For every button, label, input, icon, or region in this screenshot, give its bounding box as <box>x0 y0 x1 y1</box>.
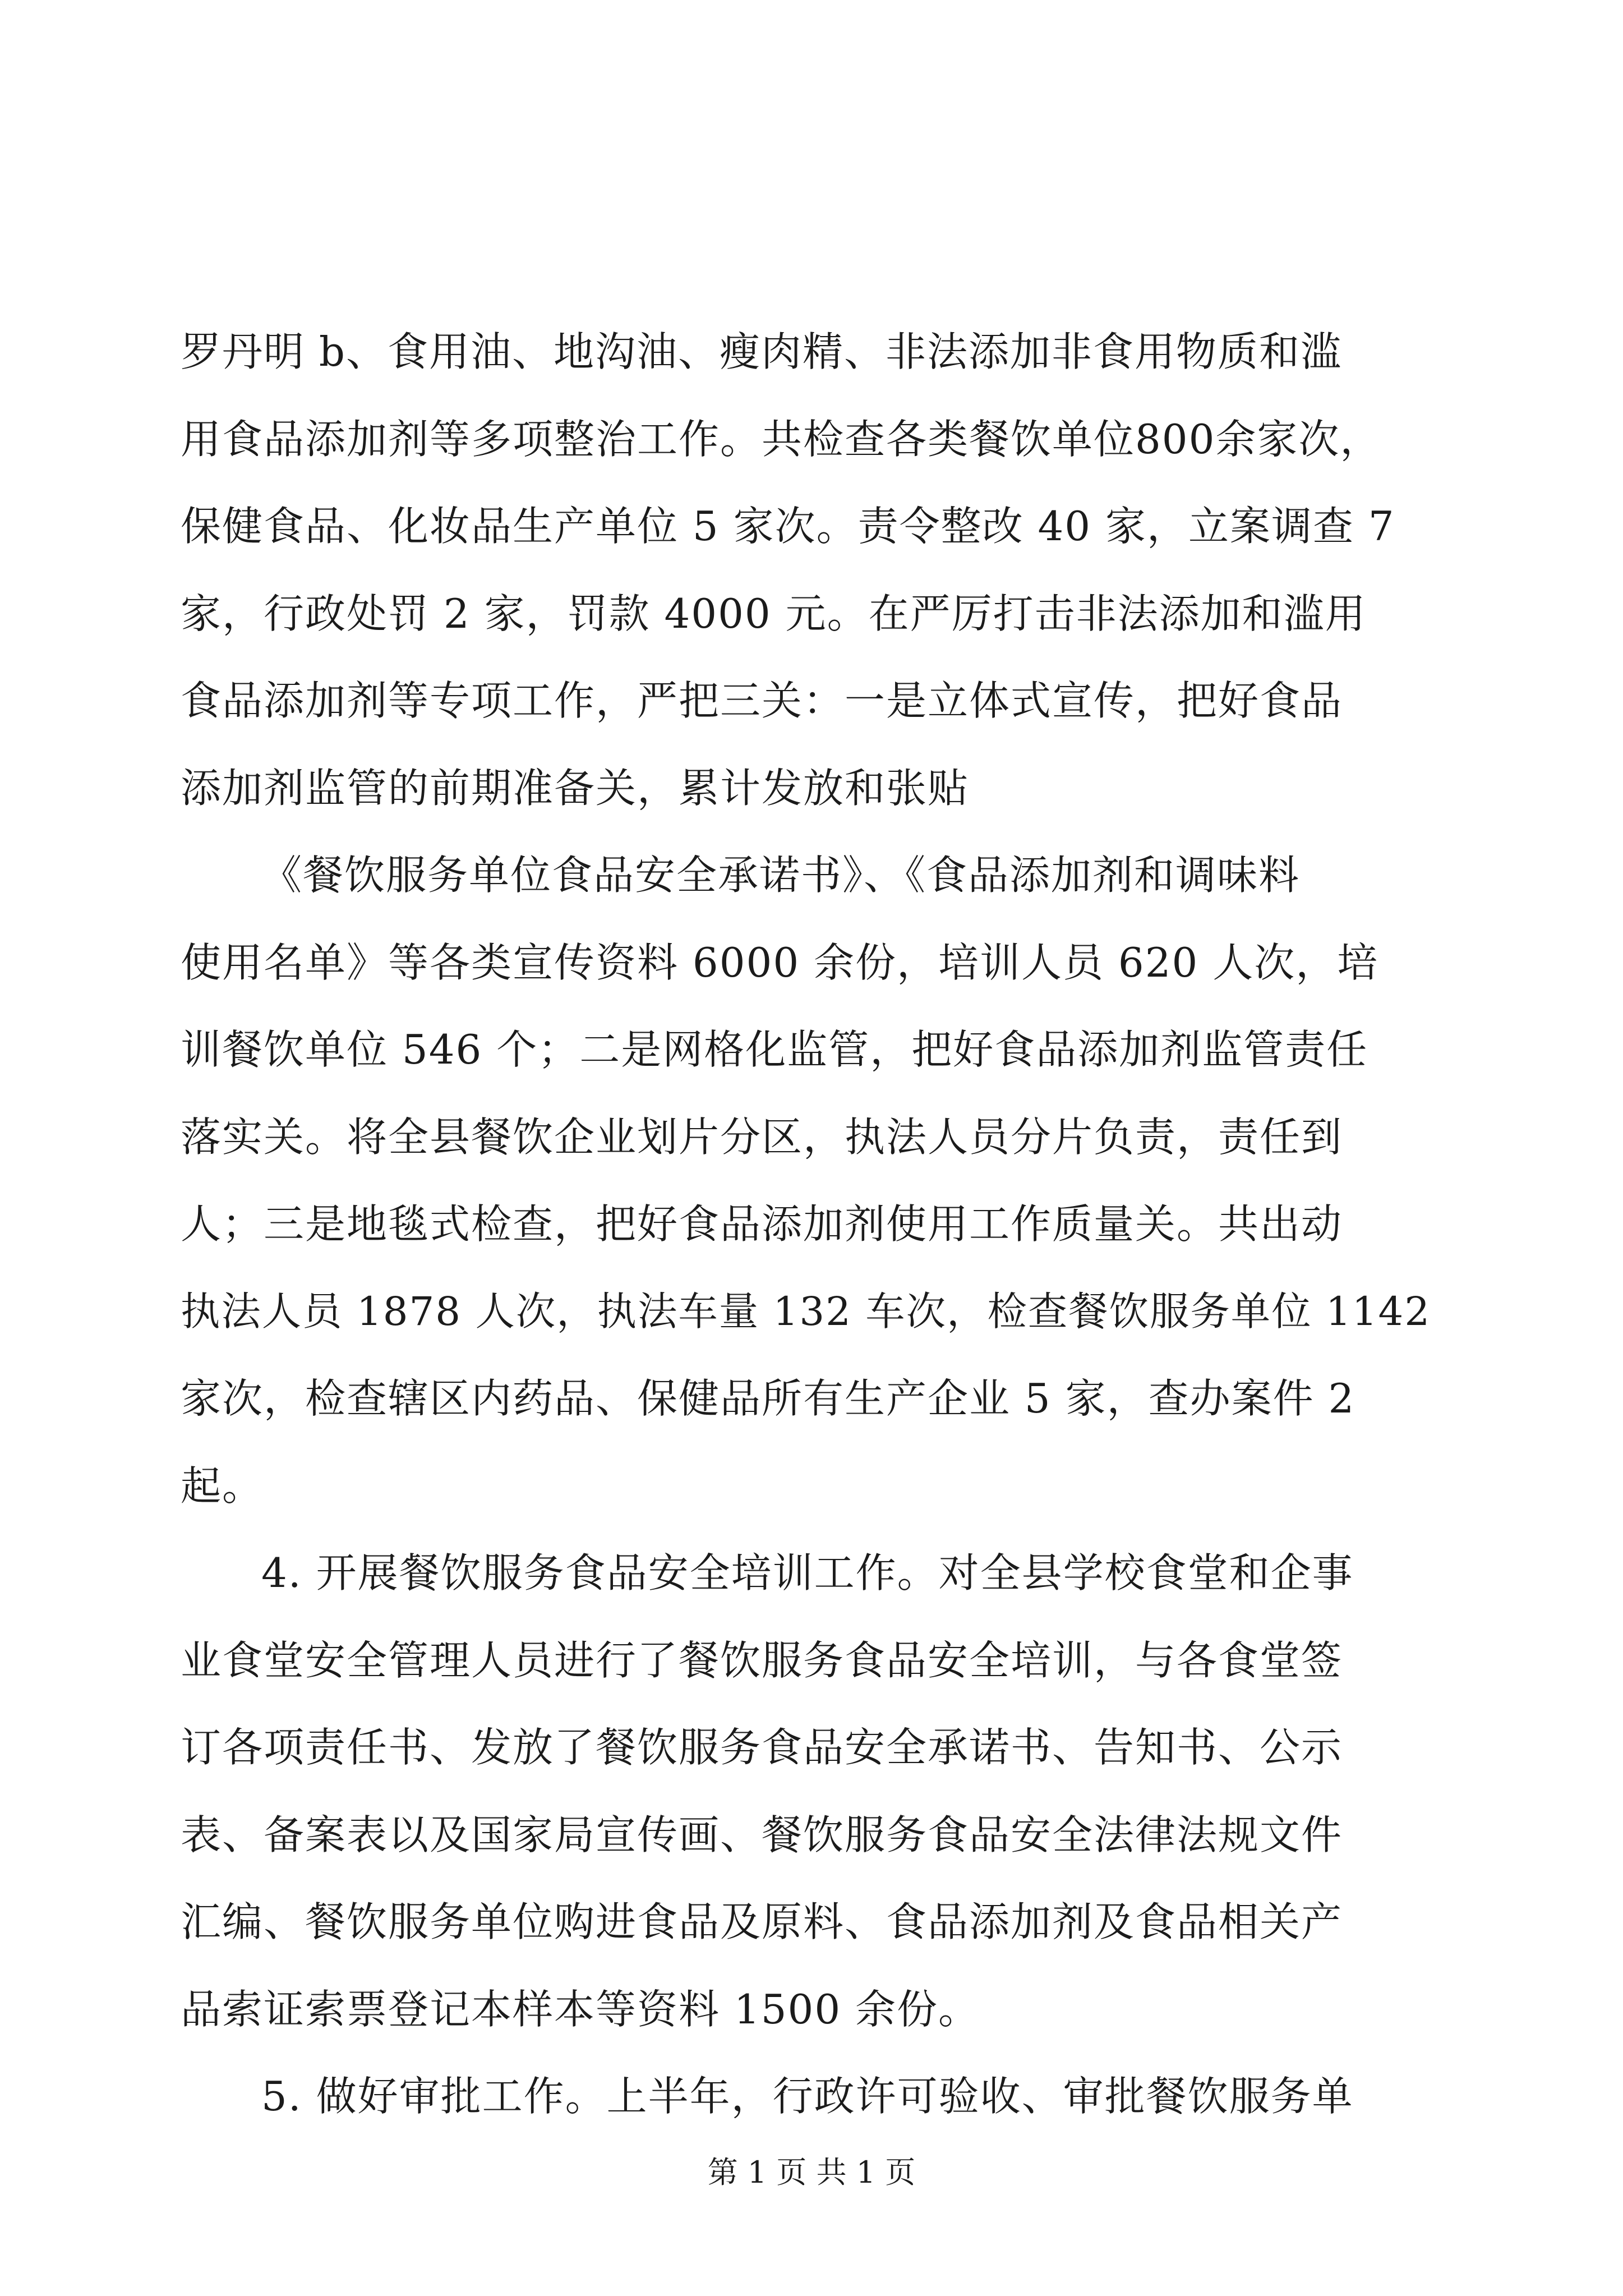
text-line: 落实关。将全县餐饮企业划片分区，执法人员分片负责，责任到 <box>181 1113 1343 1161</box>
text-line: 人；三是地毯式检查，把好食品添加剂使用工作质量关。共出动 <box>181 1200 1343 1248</box>
page-footer: 第 1 页 共 1 页 <box>707 2155 916 2190</box>
text-line: 订各项责任书、发放了餐饮服务食品安全承诺书、告知书、公示 <box>181 1724 1343 1771</box>
text-line: 食品添加剂等专项工作，严把三关：一是立体式宣传，把好食品 <box>181 677 1343 724</box>
text-line: 使用名单》等各类宣传资料 6000 余份，培训人员 620 人次，培 <box>181 938 1379 986</box>
text-line: 训餐饮单位 546 个；二是网格化监管，把好食品添加剂监管责任 <box>181 1026 1368 1073</box>
text-line: 表、备案表以及国家局宣传画、餐饮服务食品安全法律法规文件 <box>181 1811 1343 1858</box>
text-line: 罗丹明 b、食用油、地沟油、瘦肉精、非法添加非食用物质和滥 <box>181 328 1342 375</box>
text-line: 家，行政处罚 2 家，罚款 4000 元。在严厉打击非法添加和滥用 <box>181 590 1367 637</box>
text-line: 添加剂监管的前期准备关，累计发放和张贴 <box>181 764 970 812</box>
text-line: 4. 开展餐饮服务食品安全培训工作。对全县学校食堂和企事 <box>261 1549 1354 1596</box>
text-line: 用食品添加剂等多项整治工作。共检查各类餐饮单位800余家次， <box>181 415 1382 463</box>
text-line: 《餐饮服务单位食品安全承诺书》、《食品添加剂和调味料 <box>261 852 1301 899</box>
document-body <box>181 309 1442 2141</box>
text-line: 汇编、餐饮服务单位购进食品及原料、食品添加剂及食品相关产 <box>181 1898 1343 1945</box>
text-line: 执法人员 1878 人次，执法车量 132 车次，检查餐饮服务单位 1142 <box>181 1288 1431 1335</box>
text-line: 5. 做好审批工作。上半年，行政许可验收、审批餐饮服务单 <box>261 2073 1354 2120</box>
text-line: 保健食品、化妆品生产单位 5 家次。责令整改 40 家，立案调查 7 <box>181 503 1395 550</box>
text-line: 品索证索票登记本样本等资料 1500 余份。 <box>181 1985 980 2033</box>
text-line: 起。 <box>181 1462 264 1510</box>
text-line: 业食堂安全管理人员进行了餐饮服务食品安全培训，与各食堂签 <box>181 1636 1343 1684</box>
text-line: 家次，检查辖区内药品、保健品所有生产企业 5 家，查办案件 2 <box>181 1375 1355 1422</box>
